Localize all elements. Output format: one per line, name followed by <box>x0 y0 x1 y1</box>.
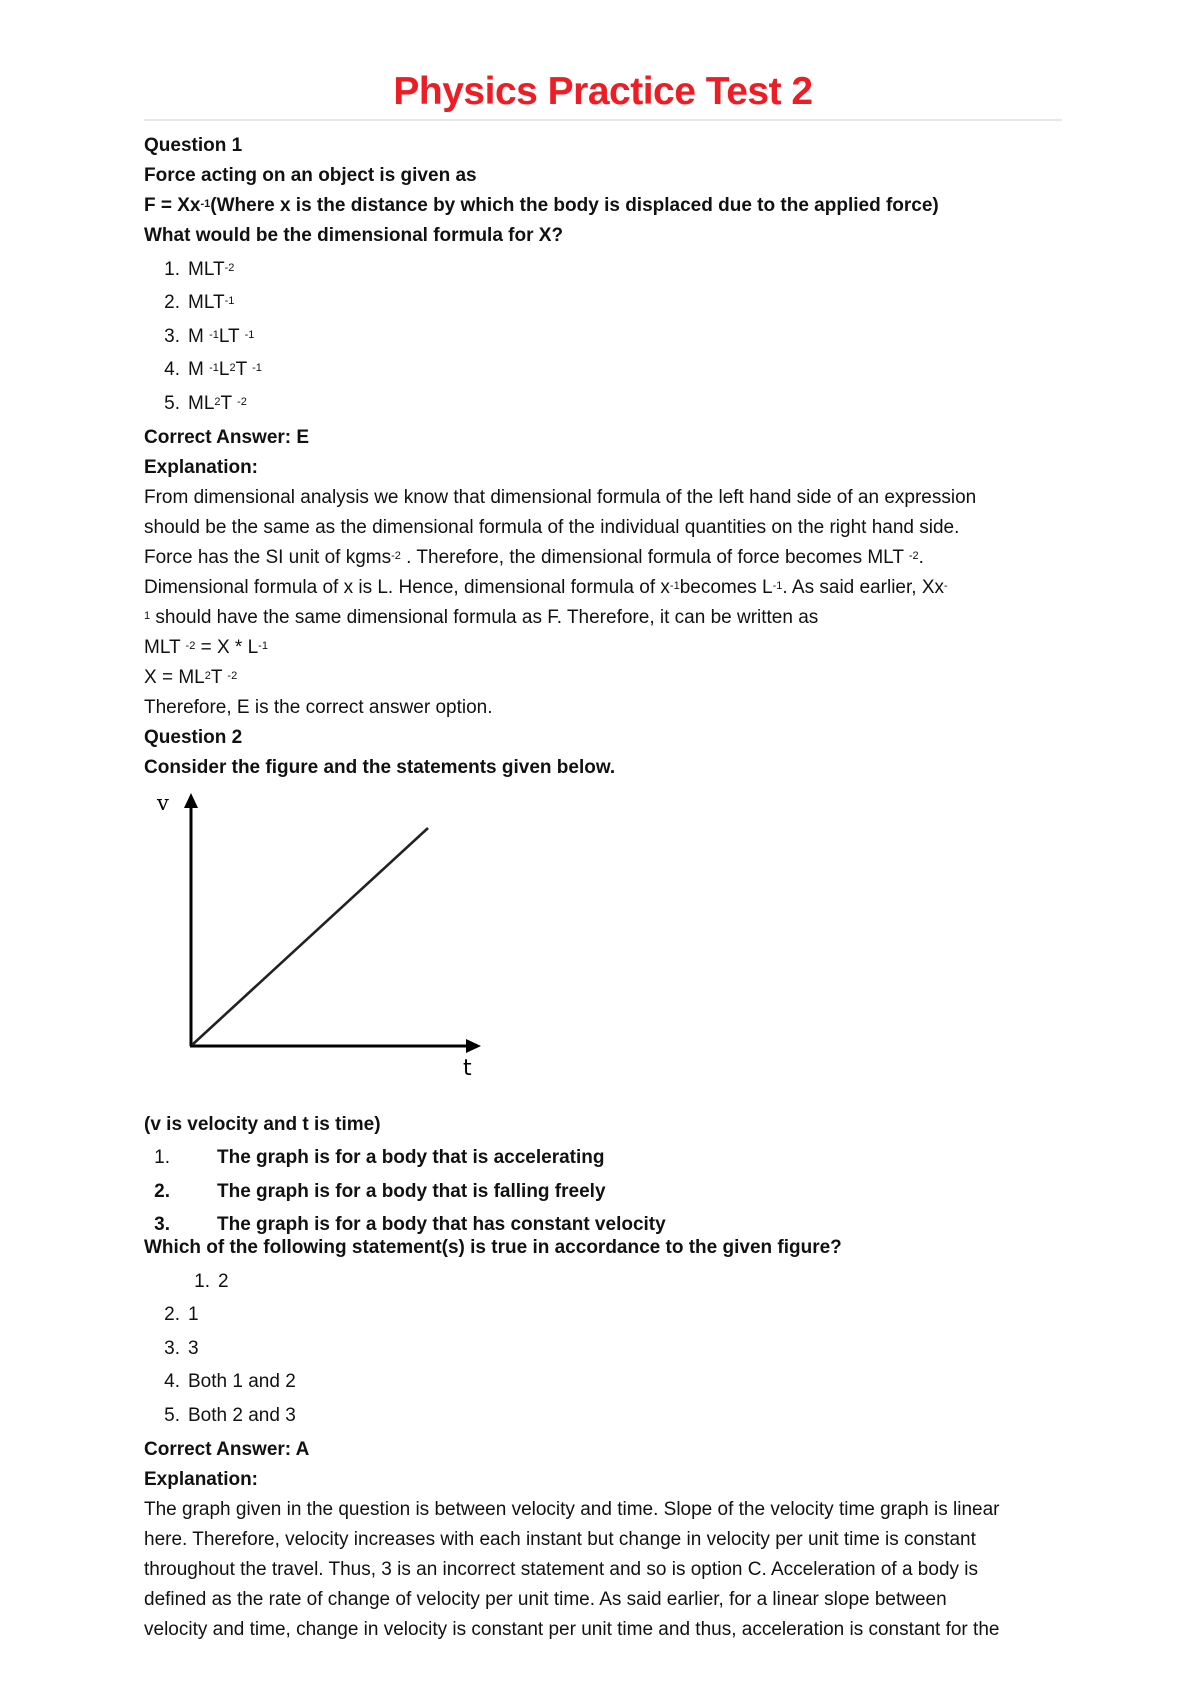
q2-expl-line-2: here. Therefore, velocity increases with each instant but change in velocity per unit time is constant <box>144 1529 976 1550</box>
q2-option-5: 5. Both 2 and 3 <box>164 1405 296 1426</box>
t-axis-arrow-icon <box>466 1039 481 1053</box>
q1-expl-line-8: Therefore, E is the correct answer option. <box>144 697 493 718</box>
q2-option-3: 3. 3 <box>164 1338 199 1359</box>
q2-option-2: 2. 1 <box>164 1304 199 1325</box>
v-axis-arrow-icon <box>184 793 198 808</box>
q1-option-4: 4. M $^{-1}L^2T$ $^{-1}$ <box>164 359 262 380</box>
q1-explanation-label: Explanation: <box>144 457 259 478</box>
q2-expl-line-3: throughout the travel. Thus, 3 is an incorrect statement and so is option C. Acceleration of a body is <box>144 1559 979 1580</box>
q2-heading: Question 2 <box>144 727 243 748</box>
q1-expl-line-1: From dimensional analysis we know that dimensional formula of the left hand side of an expression <box>144 487 977 508</box>
q1-option-2: 2. $MLT^{-1}$ <box>164 292 235 313</box>
q1-option-3: 3. M $^{-1}$LT $^{-1}$ <box>164 326 255 347</box>
t-axis-label: t <box>463 1056 472 1080</box>
page-title: Physics Practice Test 2 <box>393 70 813 113</box>
q1-expl-line-5: $^1$ should have the same dimensional formula as F. Therefore, it can be written as <box>144 607 819 628</box>
q2-option-1: 1. 2 <box>194 1271 229 1292</box>
q2-option-4: 4. Both 1 and 2 <box>164 1371 296 1392</box>
q2-correct-answer: Correct Answer: A <box>144 1439 310 1460</box>
q1-intro: Force acting on an object is given as <box>144 165 477 186</box>
q2-question: Which of the following statement(s) is true in accordance to the given figure? <box>144 1237 842 1258</box>
q2-expl-line-1: The graph given in the question is between velocity and time. Slope of the velocity time graph is linear <box>144 1499 1000 1520</box>
q2-expl-line-4: defined as the rate of change of velocity per unit time. As said earlier, for a linear slope between <box>144 1589 947 1610</box>
velocity-line <box>192 828 428 1045</box>
q1-expl-line-4: Dimensional formula of x is L. Hence, dimensional formula of $x^{-1}becomes$ $L^{-1}$. As said earlier, Xx- <box>144 577 948 598</box>
title-divider <box>144 119 1062 121</box>
q2-intro: Consider the figure and the statements given below. <box>144 757 616 778</box>
q1-expl-line-7: $X = ML^2T$ $^{-2}$ <box>144 667 238 688</box>
q1-expl-line-6: MLT $^{-2} = X * L^{-1}$ <box>144 637 268 658</box>
velocity-time-graph <box>144 790 484 1080</box>
q2-statement-1: 1. The graph is for a body that is accelerating <box>154 1147 605 1168</box>
q2-caption: (v is velocity and t is time) <box>144 1114 381 1135</box>
q1-option-1: 1. $MLT^{-2}$ <box>164 259 235 280</box>
q1-question: What would be the dimensional formula for X? <box>144 225 564 246</box>
q1-correct-answer: Correct Answer: E <box>144 427 310 448</box>
q1-option-5: 5. $ML^2T$ $^{-2}$ <box>164 393 247 414</box>
q2-explanation-label: Explanation: <box>144 1469 259 1490</box>
q1-expl-line-3: Force has the SI unit of kgms$^{-2}$ . Therefore, the dimensional formula of force becomes MLT $^{-2}$. <box>144 547 924 568</box>
v-axis-label: v <box>157 791 169 815</box>
q1-formula: $F = Xx^{-1}(Where$ x is the distance by which the body is displaced due to the applied force) <box>144 195 939 216</box>
q1-expl-line-2: should be the same as the dimensional formula of the individual quantities on the right hand side. <box>144 517 960 538</box>
q2-expl-line-5: velocity and time, change in velocity is constant per unit time and thus, acceleration is constant for the <box>144 1619 1000 1640</box>
q1-heading: Question 1 <box>144 135 243 156</box>
q2-statement-2: 2. The graph is for a body that is falling freely <box>154 1181 606 1202</box>
q2-statement-3: 3. The graph is for a body that has constant velocity <box>154 1214 666 1235</box>
